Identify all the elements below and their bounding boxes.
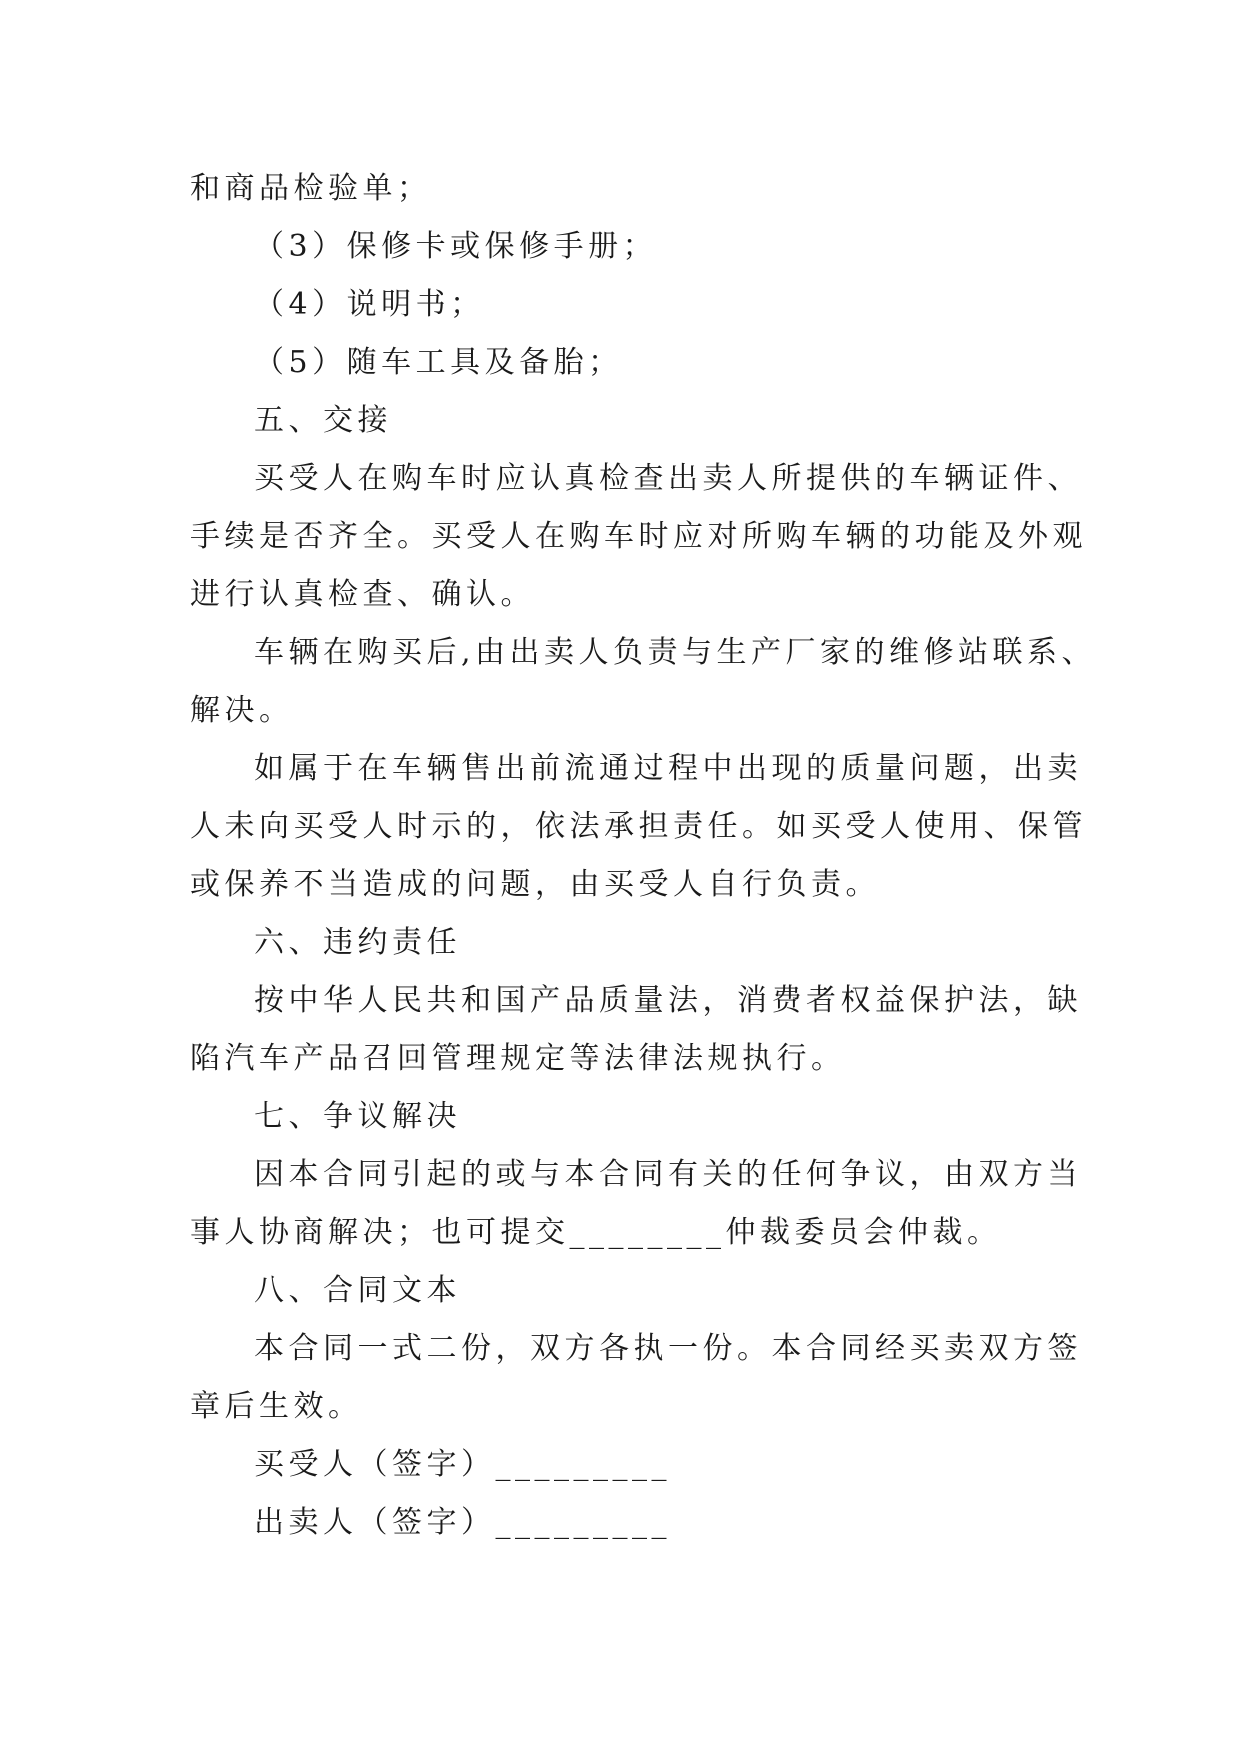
paragraph-line: 手续是否齐全。买受人在购车时应对所购车辆的功能及外观: [190, 519, 1087, 554]
paragraph-line: 本合同一式二份，双方各执一份。本合同经买卖双方签: [254, 1331, 1082, 1366]
section-heading-handover: 五、交接: [254, 403, 392, 438]
paragraph-line: 进行认真检查、确认。: [190, 577, 535, 612]
paragraph-line: 如属于在车辆售出前流通过程中出现的质量问题，出卖: [254, 751, 1082, 786]
paragraph-line: 人未向买受人时示的，依法承担责任。如买受人使用、保管: [190, 809, 1087, 844]
section-heading-contract-text: 八、合同文本: [254, 1273, 461, 1308]
paragraph-line: 按中华人民共和国产品质量法，消费者权益保护法，缺: [254, 983, 1082, 1018]
paragraph-line: 解决。: [190, 693, 294, 728]
paragraph-line: 事人协商解决；也可提交________仲裁委员会仲裁。: [190, 1215, 1002, 1250]
document-body: [190, 160, 1097, 1552]
paragraph-line: 陷汽车产品召回管理规定等法律法规执行。: [190, 1041, 846, 1076]
buyer-signature-line: 买受人（签字）_________: [254, 1447, 671, 1482]
list-item-3: （3）保修卡或保修手册；: [254, 229, 658, 264]
section-heading-liability: 六、违约责任: [254, 925, 461, 960]
list-item-5: （5）随车工具及备胎；: [254, 345, 623, 380]
paragraph-line: 车辆在购买后,由出卖人负责与生产厂家的维修站联系、: [254, 635, 1097, 670]
section-heading-dispute: 七、争议解决: [254, 1099, 461, 1134]
paragraph-line: 因本合同引起的或与本合同有关的任何争议，由双方当: [254, 1157, 1082, 1192]
paragraph-line: 或保养不当造成的问题，由买受人自行负责。: [190, 867, 880, 902]
paragraph-line: 章后生效。: [190, 1389, 363, 1424]
paragraph-line: 买受人在购车时应认真检查出卖人所提供的车辆证件、: [254, 461, 1082, 496]
list-item-4: （4）说明书；: [254, 287, 485, 322]
text-line: 和商品检验单；: [190, 171, 432, 206]
seller-signature-line: 出卖人（签字）_________: [254, 1505, 671, 1540]
